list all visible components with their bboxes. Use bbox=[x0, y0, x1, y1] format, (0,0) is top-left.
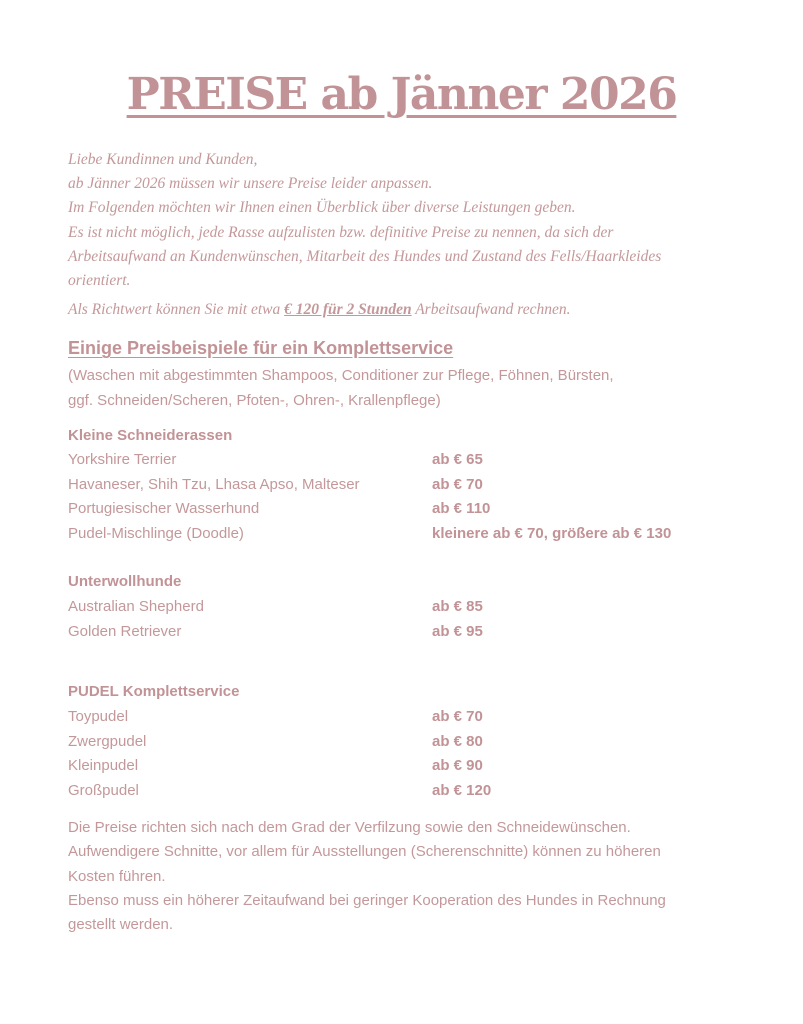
breed-name: Kleinpudel bbox=[68, 757, 139, 774]
footer-notes bbox=[68, 816, 748, 937]
breed-price: ab € 110 bbox=[432, 500, 491, 517]
breed-name: Großpudel bbox=[68, 782, 139, 799]
footer-line: gestellt werden. bbox=[68, 916, 174, 934]
group-title-poodle: PUDEL Komplettservice bbox=[68, 683, 240, 700]
breed-price: ab € 70 bbox=[432, 708, 483, 725]
price-row bbox=[68, 705, 748, 729]
intro-line: Im Folgenden möchten wir Ihnen einen Überblick über diverse Leistungen geben. bbox=[68, 199, 576, 217]
guideline-text-after: Arbeitsaufwand rechnen. bbox=[411, 301, 571, 318]
intro-line: Liebe Kundinnen und Kunden, bbox=[68, 151, 258, 168]
breed-name: Yorkshire Terrier bbox=[68, 451, 177, 468]
intro-paragraph bbox=[68, 148, 748, 293]
breed-price: ab € 80 bbox=[432, 733, 483, 750]
section-heading: Einige Preisbeispiele für ein Komplettservice bbox=[68, 338, 454, 358]
group-title-small-breeds: Kleine Schneiderassen bbox=[68, 427, 233, 444]
breed-name: Pudel-Mischlinge (Doodle) bbox=[68, 525, 244, 542]
intro-line: orientiert. bbox=[68, 272, 131, 290]
price-row bbox=[68, 522, 748, 546]
breed-price: kleinere ab € 70, größere ab € 130 bbox=[432, 525, 672, 542]
price-row bbox=[68, 779, 748, 803]
breed-price: ab € 85 bbox=[432, 598, 483, 615]
price-guideline bbox=[68, 298, 758, 322]
breed-price: ab € 90 bbox=[432, 757, 483, 774]
price-row bbox=[68, 595, 748, 619]
price-row bbox=[68, 620, 748, 644]
footer-line: Aufwendigere Schnitte, vor allem für Ausstellungen (Scherenschnitte) können zu höheren bbox=[68, 843, 661, 861]
breed-name: Havaneser, Shih Tzu, Lhasa Apso, Malteser bbox=[68, 476, 360, 493]
breed-name: Golden Retriever bbox=[68, 623, 182, 640]
footer-line: Die Preise richten sich nach dem Grad der Verfilzung sowie den Schneidewünschen. bbox=[68, 819, 631, 836]
breed-price: ab € 70 bbox=[432, 476, 483, 493]
footer-line: Ebenso muss ein höherer Zeitaufwand bei geringer Kooperation des Hundes in Rechnung bbox=[68, 891, 666, 909]
breed-price: ab € 95 bbox=[432, 623, 483, 640]
guideline-emphasis: € 120 für 2 Stunden bbox=[284, 301, 412, 318]
section-description bbox=[68, 364, 748, 413]
price-row bbox=[68, 448, 748, 472]
section-description-line: ggf. Schneiden/Scheren, Pfoten-, Ohren-, Krallenpflege) bbox=[68, 391, 441, 409]
section-description-line: (Waschen mit abgestimmten Shampoos, Conditioner zur Pflege, Föhnen, Bürsten, bbox=[68, 367, 614, 384]
price-row bbox=[68, 497, 748, 521]
intro-line: ab Jänner 2026 müssen wir unsere Preise leider anpassen. bbox=[68, 175, 433, 193]
intro-line: Arbeitsaufwand an Kundenwünschen, Mitarbeit des Hundes und Zustand des Fells/Haarkleides bbox=[68, 247, 662, 265]
breed-name: Zwergpudel bbox=[68, 733, 147, 750]
price-row bbox=[68, 754, 748, 778]
breed-price: ab € 65 bbox=[432, 451, 483, 468]
price-row bbox=[68, 730, 748, 754]
breed-name: Toypudel bbox=[68, 708, 129, 725]
intro-line: Es ist nicht möglich, jede Rasse aufzulisten bzw. definitive Preise zu nennen, da sich der bbox=[68, 223, 614, 241]
price-row bbox=[68, 473, 748, 497]
page-title: PREISE ab Jänner 2026 bbox=[126, 69, 677, 120]
breed-name: Australian Shepherd bbox=[68, 598, 204, 615]
footer-line: Kosten führen. bbox=[68, 867, 166, 885]
breed-price: ab € 120 bbox=[432, 782, 492, 799]
breed-name: Portugiesischer Wasserhund bbox=[68, 500, 260, 517]
group-title-undercoat: Unterwollhunde bbox=[68, 573, 182, 590]
guideline-text-before: Als Richtwert können Sie mit etwa bbox=[68, 301, 285, 318]
